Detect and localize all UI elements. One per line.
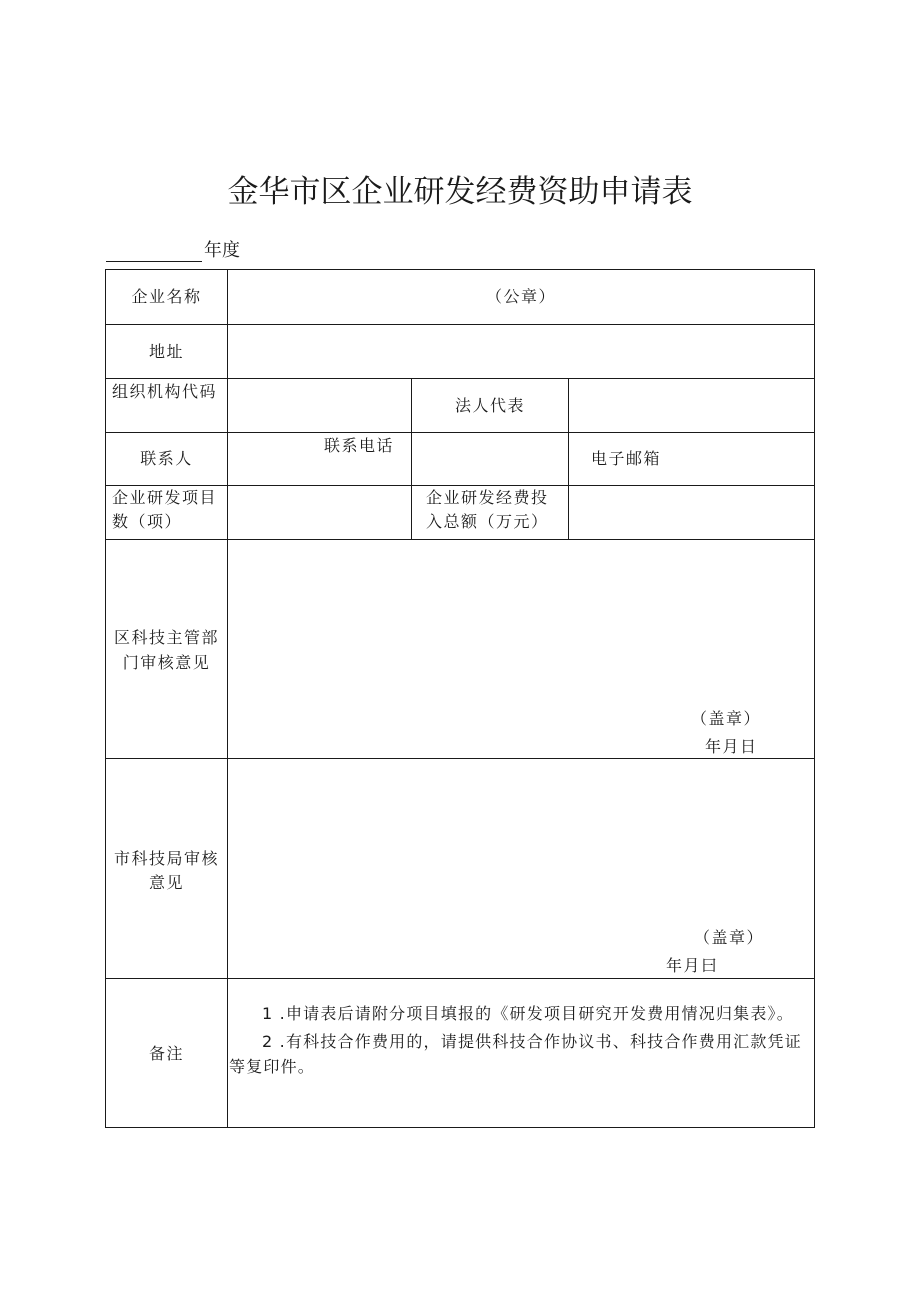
address-field[interactable] <box>228 325 814 378</box>
total-investment-label-line1: 企业研发经费投 <box>426 488 549 507</box>
legal-rep-label: 法人代表 <box>454 396 525 415</box>
project-count-label-line2: 数（项） <box>112 512 183 531</box>
phone-field[interactable] <box>412 433 568 485</box>
city-opinion-label-line1: 市科技局审核 <box>113 849 219 868</box>
project-count-label-line1: 企业研发项目 <box>112 488 218 507</box>
company-name-label: 企业名称 <box>131 287 202 306</box>
remark-item-2: 2 .有科技合作费用的，请提供科技合作协议书、科技合作费用汇款凭证等复印件。 <box>229 1032 802 1076</box>
total-investment-field[interactable] <box>569 486 814 539</box>
contact-label: 联系人 <box>140 449 193 468</box>
org-code-field[interactable] <box>228 379 411 432</box>
address-label: 地址 <box>148 342 184 361</box>
district-seal-note: （盖章） <box>691 709 762 728</box>
email-label: 电子邮箱 <box>591 449 662 468</box>
phone-label: 联系电话 <box>324 436 395 455</box>
org-code-label: 组织机构代码 <box>112 382 218 401</box>
remarks-text <box>229 1001 809 1082</box>
legal-rep-field[interactable] <box>569 379 814 432</box>
year-field <box>106 236 240 262</box>
city-date: 年月曰 <box>666 956 719 975</box>
year-suffix: 年度 <box>204 240 240 261</box>
company-name-field[interactable] <box>228 271 814 324</box>
remarks-label: 备注 <box>148 1044 184 1063</box>
company-seal-note: （公章） <box>485 287 556 306</box>
year-blank[interactable] <box>106 241 202 262</box>
city-seal-note: （盖章） <box>694 928 765 947</box>
district-opinion-label-line1: 区科技主管部 <box>113 628 219 647</box>
document-title: 金华市区企业研发经费资助申请表 <box>227 174 693 210</box>
city-opinion-label-line2: 意见 <box>148 873 184 892</box>
total-investment-label-line2: 入总额（万元） <box>426 512 549 531</box>
district-date: 年月日 <box>705 737 758 756</box>
application-form <box>105 269 815 1128</box>
remark-item-1: 1 .申请表后请附分项目填报的《研发项目研究开发费用情况归集表》。 <box>262 1004 794 1023</box>
district-opinion-label-line2: 门审核意见 <box>122 653 211 672</box>
row-divider <box>106 978 814 979</box>
project-count-field[interactable] <box>228 486 411 539</box>
